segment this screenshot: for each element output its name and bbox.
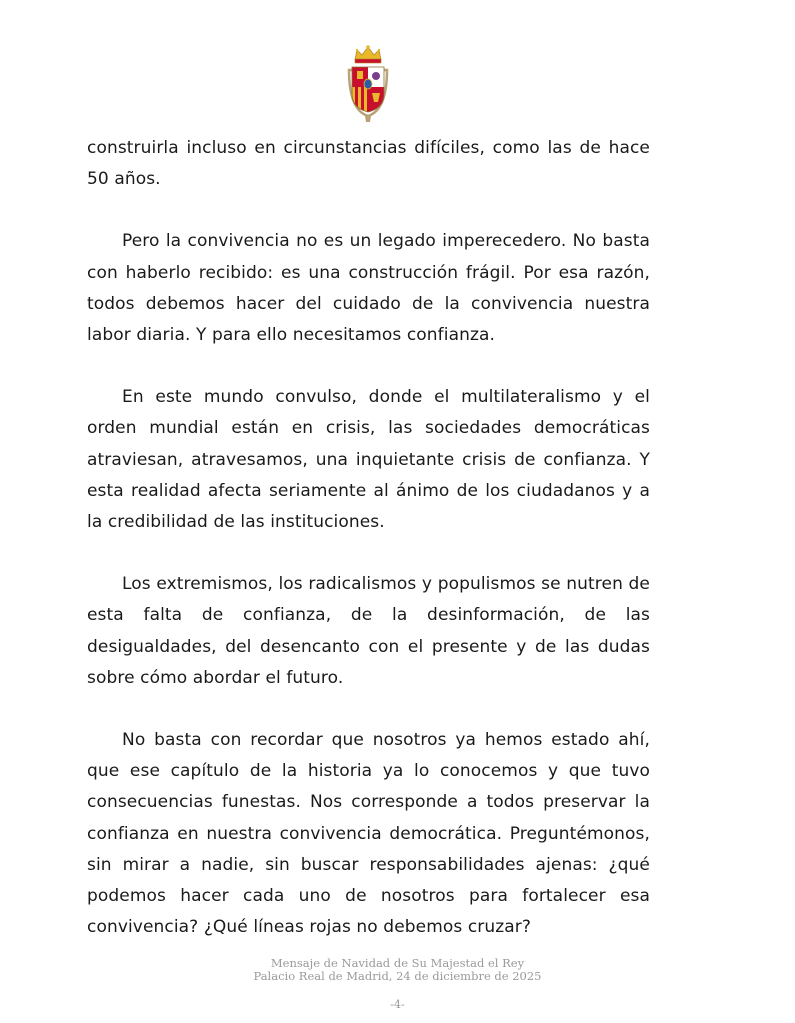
footer-title: Mensaje de Navidad de Su Majestad el Rey xyxy=(270,956,525,970)
paragraph-continuation: construirla incluso en circunstancias difíciles, como las de hace 50 años. xyxy=(87,138,650,190)
page-number: -4- xyxy=(390,998,405,1011)
letter-body xyxy=(87,133,650,974)
paragraph-crisis-confianza: En este mundo convulso, donde el multilateralismo y el orden mundial están en crisis, las sociedades democráticas atraviesan, atravesamos, una inquietante crisis de confianza. Y esta realidad afecta seriamente al ánimo de los ciudadanos y a la credibilidad de las instituciones. xyxy=(87,387,650,533)
paragraph-convivencia: Pero la convivencia no es un legado imperecedero. No basta con haberlo recibido: es una construcción frágil. Por esa razón, todos debemos hacer del cuidado de la convivencia nuestra labor diaria. Y para ello necesitamos confianza. xyxy=(87,231,650,346)
footer xyxy=(0,957,795,983)
paragraph-no-basta: No basta con recordar que nosotros ya hemos estado ahí, que ese capítulo de la historia ya lo conocemos y que tuvo consecuencias funestas. Nos corresponde a todos preservar la confianza en nuestra convivencia democrática. Preguntémonos, sin mirar a nadie, sin buscar responsabilidades ajenas: ¿qué podemos hacer cada uno de nosotros para fortalecer esa convivencia? ¿Qué líneas rojas no debemos cruzar? xyxy=(87,730,650,938)
footer-place-date: Palacio Real de Madrid, 24 de diciembre de 2025 xyxy=(253,969,542,983)
royal-coat-of-arms-icon xyxy=(343,44,393,124)
paragraph-extremismos: Los extremismos, los radicalismos y populismos se nutren de esta falta de confianza, de la desinformación, de las desigualdades, del desencanto con el presente y de las dudas sobre cómo abordar el futuro. xyxy=(87,574,650,688)
